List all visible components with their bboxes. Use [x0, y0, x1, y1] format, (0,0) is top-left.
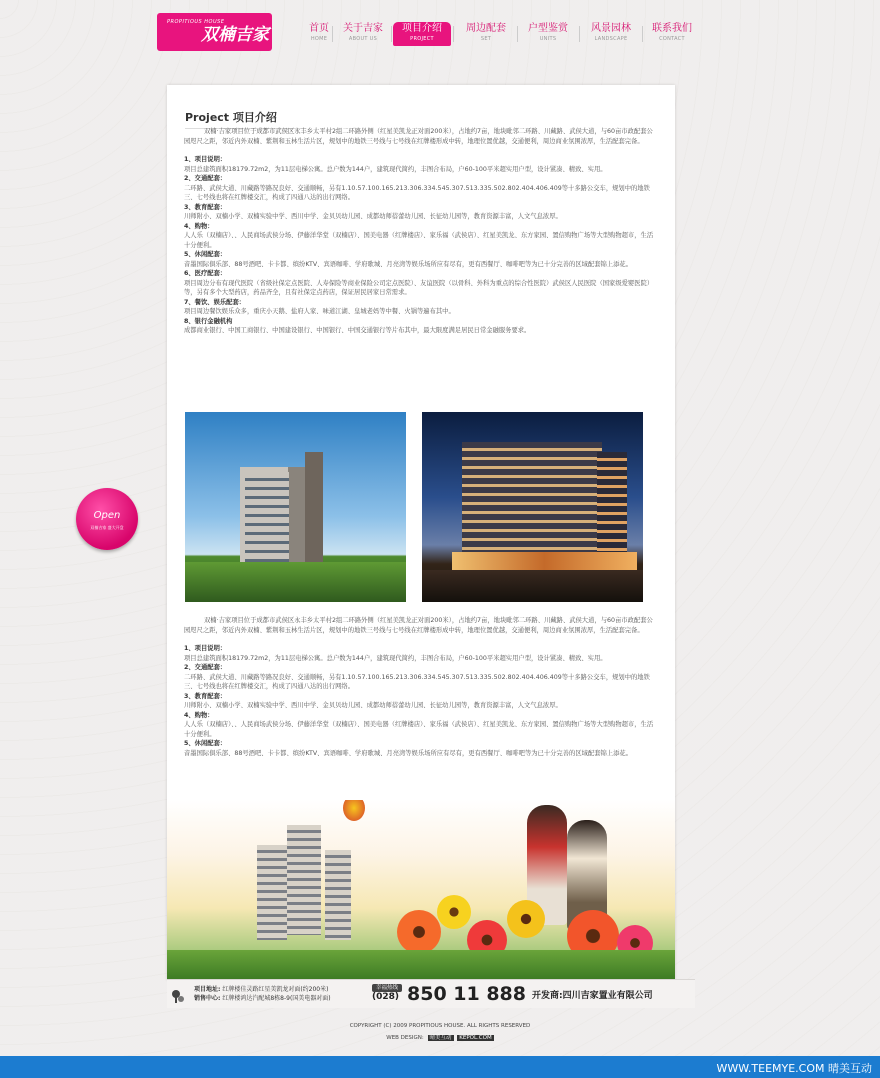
web-design-credit — [0, 1033, 880, 1041]
sales-value: 红牌楼鸿达汽配城8栋8-9(国美电器对面) — [222, 995, 331, 1002]
nav-units-label: 户型鉴赏 — [528, 23, 568, 34]
nav-divider — [332, 26, 333, 42]
area-code: (028) — [372, 992, 400, 1002]
nav-contact[interactable] — [643, 22, 701, 46]
address-value: 红牌楼佳灵路红星美凯龙对面(约200米) — [222, 986, 329, 993]
nav-about[interactable] — [334, 22, 392, 46]
brand-en: PROPITIOUS HOUSE — [167, 19, 225, 25]
nav-project-sub: PROJECT — [410, 36, 434, 42]
nav-project[interactable] — [393, 22, 451, 46]
design-site[interactable]: KEPOL.COM — [459, 1035, 492, 1041]
design-label: WEB DESIGN: — [386, 1035, 424, 1041]
section-heading: 5、休闲配套： — [184, 251, 227, 258]
brand-logo[interactable] — [157, 13, 272, 51]
section-text: 成都商业银行、中国工商银行、中国建设银行、中国银行、中国交通银行等片布其中，最大限度满足居民日常金融服务要求。 — [184, 327, 531, 334]
badge-title: Open — [93, 510, 121, 521]
contact-info-bar — [167, 979, 695, 1008]
section-heading: 6、医疗配套： — [184, 270, 227, 277]
intro-paragraph: 双楠·吉家项目位于成都市武侯区永丰乡太平村2组二环路外侧（红星美凯龙正对面200米），占地约7亩，地块毗邻二环路、川藏路、武侯大道，与60亩市政配套公园咫尺之距，邻近内外双楠、紫荆和玉林生活片区，规划中的地铁三号线与七号线在红牌楼形成中转，地理位置优越，交通便利，周边商业氛围浓厚，生活配套完备。 — [184, 128, 653, 145]
nav-units[interactable] — [519, 22, 577, 46]
nav-project-label: 项目介绍 — [402, 23, 442, 34]
section-heading: 5、休闲配套： — [184, 740, 227, 747]
design-company[interactable]: 晴美互动 — [429, 1035, 452, 1041]
section-heading: 2、交通配套： — [184, 664, 227, 671]
content-panel — [167, 85, 675, 980]
repeat-text-block — [184, 616, 659, 758]
nav-about-sub: ABOUT US — [348, 36, 378, 42]
section-heading: 2、交通配套： — [184, 175, 227, 182]
nav-units-sub: UNITS — [539, 36, 557, 42]
intro-paragraph: 双楠·吉家项目位于成都市武侯区永丰乡太平村2组二环路外侧（红星美凯龙正对面200米），占地约7亩，地块毗邻二环路、川藏路、武侯大道，与60亩市政配套公园咫尺之距，邻近内外双楠、紫荆和玉林生活片区，规划中的地铁三号线与七号线在红牌楼形成中转，地理位置优越，交通便利，周边商业氛围浓厚，生活配套完备。 — [184, 617, 653, 634]
hotline-number[interactable]: 850 11 888 — [407, 983, 526, 1005]
section-text: 音墨国际俱乐部、88号酒吧、卡卡都、缤纷KTV、宾语咖啡、学府歌城、月亮湾等娱乐场所应有尽有，更有西餐厅、咖啡吧等为已十分完善的区域配套锦上添花。 — [184, 749, 632, 757]
nav-divider — [579, 26, 580, 42]
section-text: 项目总建筑面积18179.72m2，为11层电梯公寓。总户数为144户，建筑现代简约，丰图合布局，户60-100平米超实用户型，设计紧凑、精致、实用。 — [184, 654, 607, 662]
section-heading: 4、购物： — [184, 711, 214, 719]
section-text: 人人乐（双楠店）、、人民商场武侯分场、伊藤洋华堂（双楠店）、国美电器（红牌楼店）、家乐福（武侯店）、红星美凯龙、东方家园、置信购物广场等大型购物超市，生活十分便利。 — [184, 721, 654, 738]
nav-landscape-label: 风景园林 — [591, 23, 631, 34]
section-text: 川师附小、双楠小学、双楠实验中学、西川中学、金贝贝幼儿园、成都幼师蓓蕾幼儿园、长征幼儿园等，教育资源丰富，人文气息浓厚。 — [184, 702, 562, 709]
address-block — [194, 985, 331, 1003]
section-heading: 4、购物： — [184, 222, 214, 230]
nav-set-label: 周边配套 — [466, 23, 506, 34]
address-label: 项目地址: — [194, 986, 221, 993]
building-rendering-day — [185, 412, 406, 602]
nav-divider — [517, 26, 518, 42]
badge-subtitle: 双楠吉家 盛大开盘 — [90, 525, 124, 530]
nav-landscape[interactable] — [582, 22, 640, 46]
nav-home-label: 首页 — [309, 23, 329, 34]
nav-landscape-sub: LANDSCAPE — [594, 36, 628, 42]
footer-watermark[interactable]: WWW.TEEMYE.COM 晴美互动 — [716, 1062, 872, 1075]
location-icon — [171, 988, 185, 1002]
nav-contact-label: 联系我们 — [652, 23, 692, 34]
hotline-label: 幸福热线 — [372, 984, 402, 992]
nav-set[interactable] — [457, 22, 515, 46]
section-heading: 3、教育配套： — [184, 203, 227, 211]
section-heading: 1、项目说明： — [184, 645, 227, 652]
sales-label: 销售中心: — [194, 995, 221, 1002]
nav-divider — [453, 26, 454, 42]
section-text: 川师附小、双楠小学、双楠实验中学、西川中学、金贝贝幼儿园、成都幼师蓓蕾幼儿园、长征幼儿园等，教育资源丰富，人文气息浓厚。 — [184, 213, 562, 220]
nav-divider — [391, 26, 392, 42]
open-badge[interactable] — [76, 488, 138, 550]
section-text: 项目周边分布有现代医院（省级社保定点医院、人寿保险等商业保险公司定点医院）、友谊医院（以骨科、外科为重点的综合性医院）武侯区人民医院（国家级爱婴医院）等，另有多个大型药店，药品齐全，且有社保定点药店，保证居民居家日常需求。 — [184, 279, 654, 296]
brand-cn: 双楠吉家 — [201, 25, 269, 45]
building-rendering-night — [422, 412, 643, 602]
nav-set-sub: SET — [480, 36, 492, 42]
section-heading: 3、教育配套： — [184, 692, 227, 700]
page-title: Project 项目介绍 — [185, 109, 305, 129]
section-text: 人人乐（双楠店）、、人民商场武侯分场、伊藤洋华堂（双楠店）、国美电器（红牌楼店）、家乐福（武侯店）、红星美凯龙、东方家园、置信购物广场等大型购物超市，生活十分便利。 — [184, 232, 654, 249]
nav-about-label: 关于吉家 — [343, 23, 383, 34]
section-heading: 8、银行金融机构 — [184, 317, 233, 325]
nav-home-sub: HOME — [310, 36, 328, 42]
developer-name: 开发商:四川吉家置业有限公司 — [532, 991, 653, 1001]
copyright-text: COPYRIGHT (C) 2009 PROPITIOUS HOUSE. ALL RIGHTS RESERVED — [349, 1023, 531, 1029]
section-text: 音墨国际俱乐部、88号酒吧、卡卡都、缤纷KTV、宾语咖啡、学府歌城、月亮湾等娱乐场所应有尽有，更有西餐厅、咖啡吧等为已十分完善的区域配套锦上添花。 — [184, 260, 632, 268]
nav-contact-sub: CONTACT — [659, 36, 685, 42]
bottom-illustration — [167, 800, 675, 980]
section-text: 项目周边餐饮娱乐众多，重庆小天鹅、盐府人家、味道江湖、皇城老妈等中餐、火锅等遍布其中。 — [184, 308, 455, 315]
section-text: 二环路、武侯大道、川藏路等路况良好、交通顺畅，另有1.10.57.100.165.213.306.334.545.307.513.335.502.802.404.406.409等十多路公交车，规划中的地铁三、七号线也将在红牌楼交汇，构成了四通八达的出行网络。 — [184, 673, 650, 690]
section-heading: 7、餐饮、娱乐配套： — [184, 298, 246, 306]
section-heading: 1、项目说明： — [184, 156, 227, 163]
section-text: 二环路、武侯大道、川藏路等路况良好、交通顺畅，另有1.10.57.100.165.213.306.334.545.307.513.335.502.802.404.406.409等十多路公交车，规划中的地铁三、七号线也将在红牌楼交汇，构成了四通八达的出行网络。 — [184, 184, 650, 201]
section-text: 项目总建筑面积18179.72m2，为11层电梯公寓。总户数为144户，建筑现代简约，丰图合布局，户60-100平米超实用户型，设计紧凑、精致、实用。 — [184, 165, 607, 173]
intro-text-block — [184, 127, 659, 336]
footer-bar — [0, 1056, 880, 1078]
